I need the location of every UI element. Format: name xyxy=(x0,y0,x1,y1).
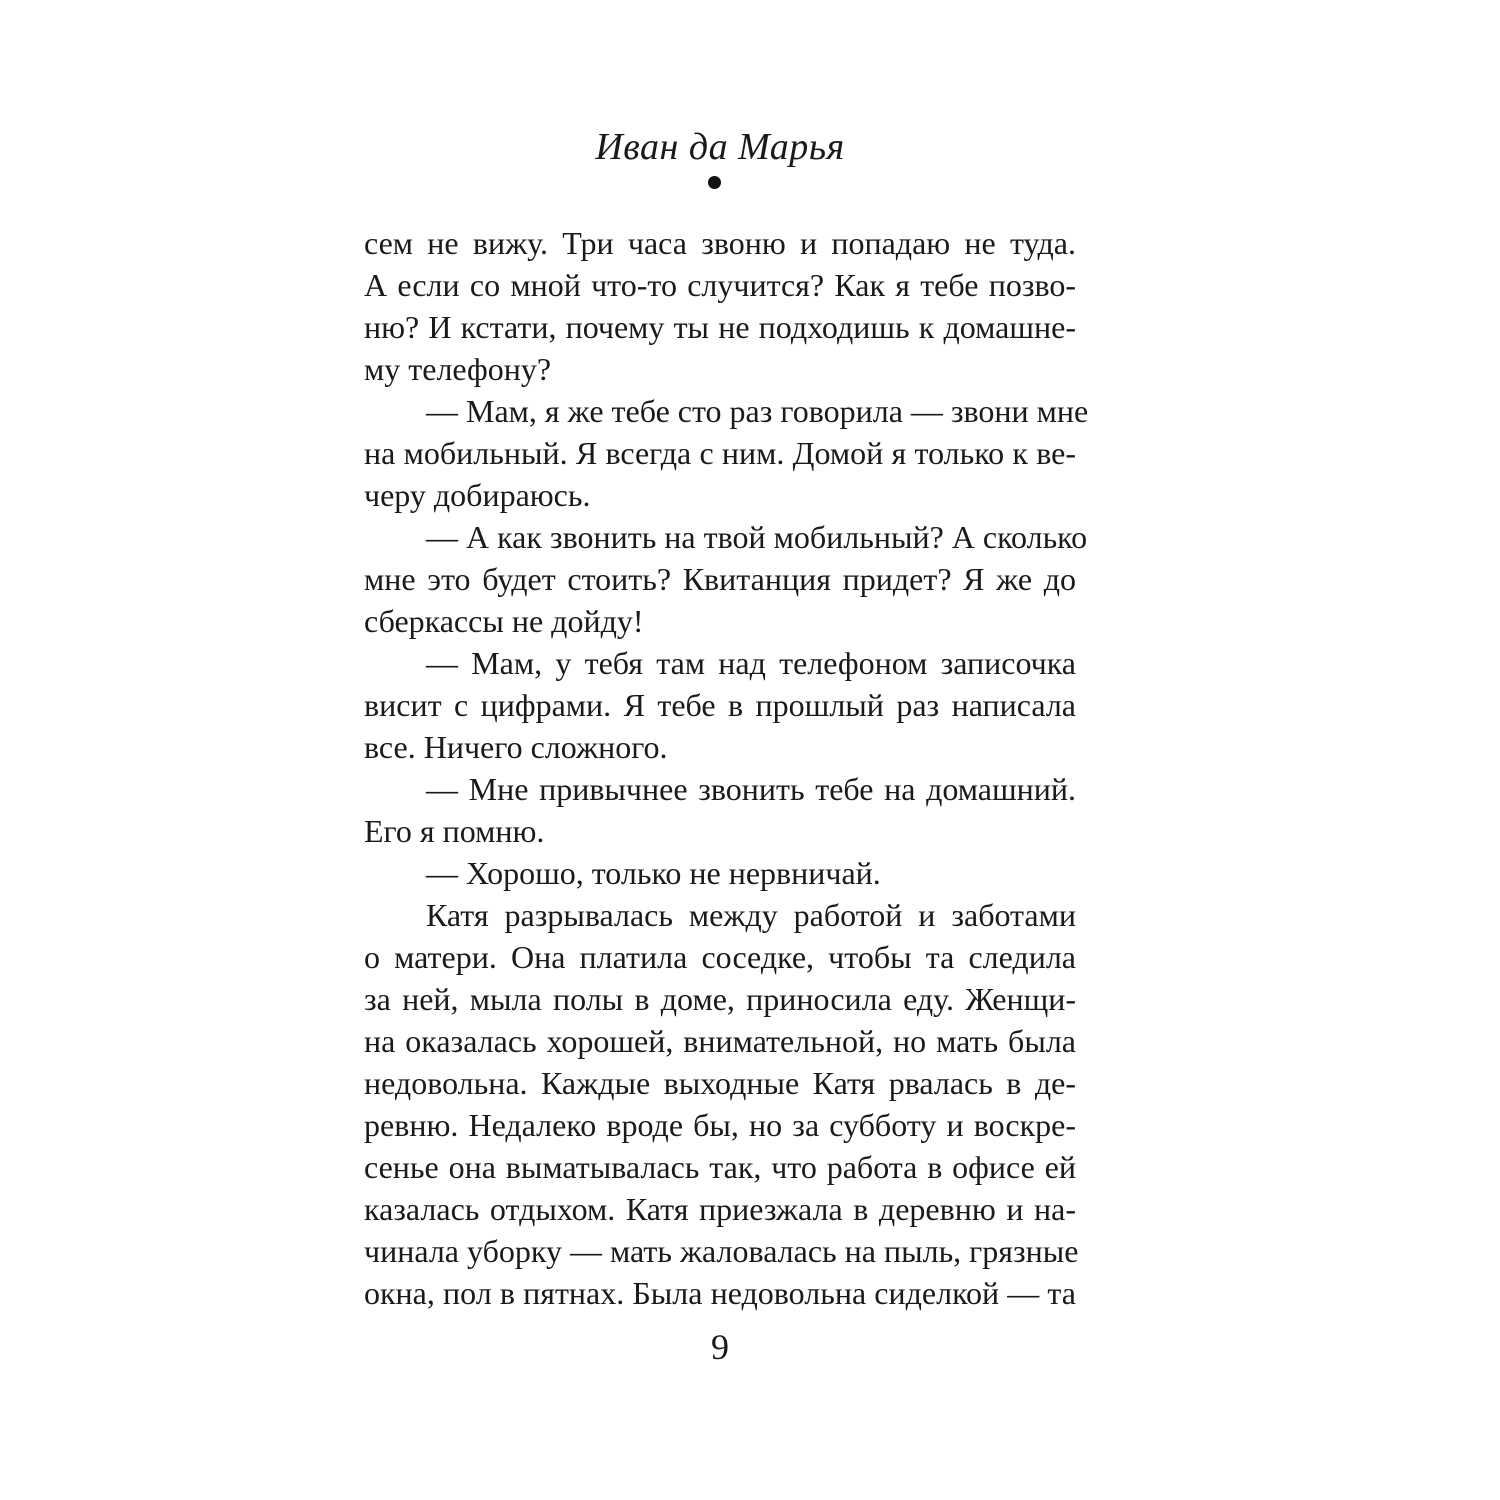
text-line: окна, пол в пятнах. Была недовольна сиделкой — та xyxy=(364,1275,1076,1311)
text-line: за ней, мыла полы в доме, приносила еду. Женщи- xyxy=(364,981,1076,1017)
body-text xyxy=(364,222,1089,1314)
text-line: на мобильный. Я всегда с ним. Домой я только к ве- xyxy=(364,435,1076,471)
text-line: Катя разрывалась между работой и заботами xyxy=(426,897,1076,933)
text-line: сберкассы не дойду! xyxy=(364,603,644,639)
text-line: недовольна. Каждые выходные Катя рвалась в де- xyxy=(364,1065,1076,1101)
text-line: А если со мной что-то случится? Как я тебе позво- xyxy=(364,267,1076,303)
text-line: — Хорошо, только не нервничай. xyxy=(426,855,881,891)
text-line: казалась отдыхом. Катя приезжала в деревню и на- xyxy=(364,1191,1076,1227)
text-line: — Мне привычнее звонить тебе на домашний. xyxy=(426,771,1076,807)
text-line: ревню. Недалеко вроде бы, но за субботу и воскре- xyxy=(364,1107,1076,1143)
text-line: — Мам, я же тебе сто раз говорила — звони мне xyxy=(426,393,1089,429)
text-line: о матери. Она платила соседке, чтобы та следила xyxy=(364,939,1076,975)
text-line: — Мам, у тебя там над телефоном записочка xyxy=(426,645,1076,681)
text-line: му телефону? xyxy=(364,351,552,387)
text-line: ню? И кстати, почему ты не подходишь к домашне- xyxy=(364,309,1076,345)
text-line: — А как звонить на твой мобильный? А сколько xyxy=(426,519,1088,555)
ornament-dot xyxy=(708,176,721,189)
text-line: чинала уборку — мать жаловалась на пыль, грязные xyxy=(364,1233,1079,1269)
running-title: Иван да Марья xyxy=(595,126,845,168)
text-line: на оказалась хорошей, внимательной, но мать была xyxy=(364,1023,1076,1059)
text-line: Его я помню. xyxy=(364,813,545,849)
text-line: черу добираюсь. xyxy=(364,477,591,513)
text-line: сенье она выматывалась так, что работа в офисе ей xyxy=(364,1149,1076,1185)
text-line: все. Ничего сложного. xyxy=(364,729,668,765)
page-number: 9 xyxy=(711,1327,729,1367)
text-line: сем не вижу. Три часа звоню и попадаю не туда. xyxy=(364,225,1076,261)
text-line: мне это будет стоить? Квитанция придет? Я же до xyxy=(364,561,1076,597)
text-line: висит с цифрами. Я тебе в прошлый раз написала xyxy=(364,687,1076,723)
